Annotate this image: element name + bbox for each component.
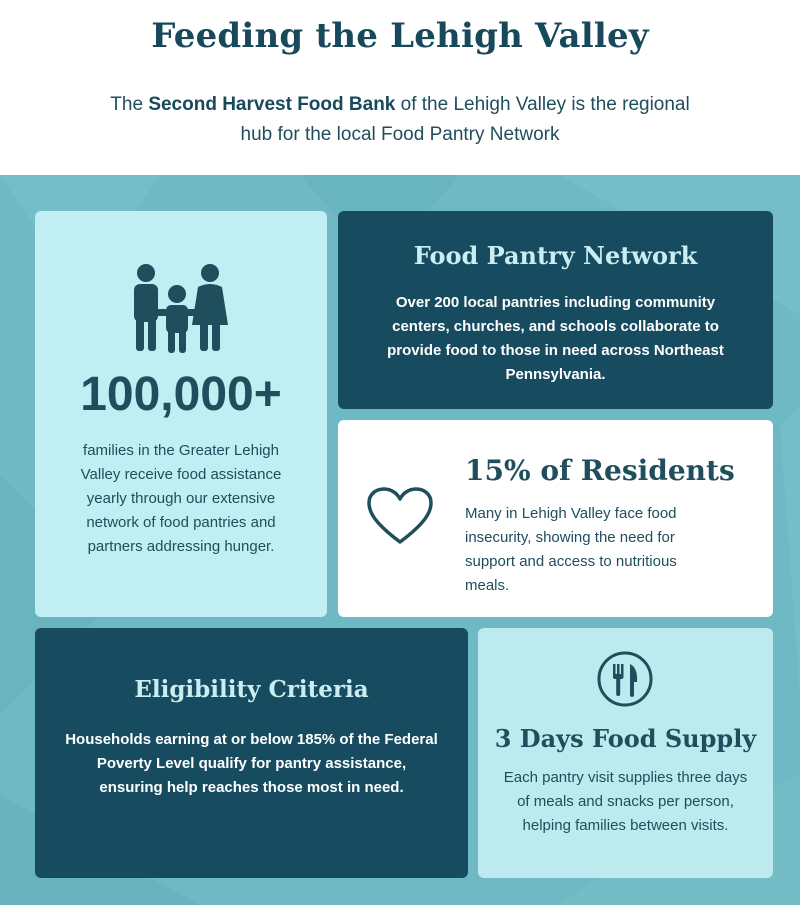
subtitle-post: of the Lehigh Valley is the regional hub for the local Food Pantry Network [240, 94, 690, 145]
residents-text: Many in Lehigh Valley face food insecurity, showing the need for support and access to nutritious meals. [465, 505, 677, 594]
fork-knife-icon [596, 650, 654, 708]
eligibility-title: Eligibility Criteria [134, 676, 369, 703]
network-title: Food Pantry Network [413, 241, 698, 270]
supply-card [478, 628, 773, 878]
families-card [35, 211, 327, 617]
content-background [0, 175, 800, 905]
page-subtitle [100, 90, 700, 150]
families-text: families in the Greater Lehigh Valley receive food assistance yearly through our extensive network of food pantries and partners addressing hunger. [80, 442, 282, 555]
subtitle-bold: Second Harvest Food Bank [148, 94, 396, 115]
subtitle-pre: The [110, 94, 149, 115]
supply-text: Each pantry visit supplies three days of meals and snacks per person, helping families between visits. [503, 769, 748, 834]
family-icon [130, 263, 240, 355]
supply-title: 3 Days Food Supply [494, 724, 757, 753]
network-text: Over 200 local pantries including community centers, churches, and schools collaborate to provide food to those in need across Northeast Pennsylvania. [387, 294, 724, 383]
residents-card [338, 420, 773, 617]
heart-icon [366, 486, 434, 546]
families-stat: 100,000+ [80, 368, 282, 421]
residents-title: 15% of Residents [465, 454, 735, 487]
network-card [338, 211, 773, 409]
page-title: Feeding the Lehigh Valley [151, 16, 649, 56]
header [0, 0, 800, 175]
eligibility-text: Households earning at or below 185% of the Federal Poverty Level qualify for pantry assistance, ensuring help reaches those most in need. [65, 731, 438, 796]
eligibility-card [35, 628, 468, 878]
